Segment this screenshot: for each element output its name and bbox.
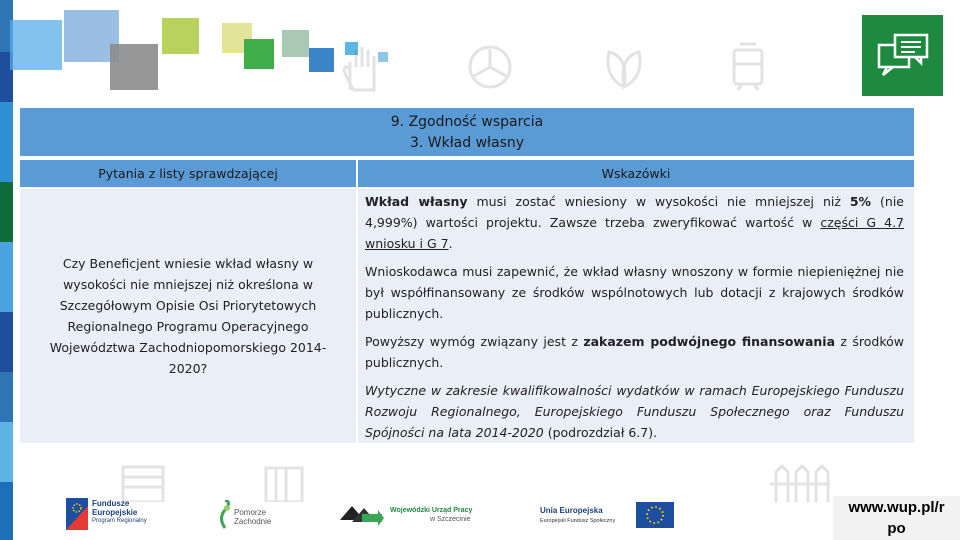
hint-bold: zakazem podwójnego finansowania bbox=[583, 334, 836, 349]
chat-logo bbox=[862, 15, 943, 96]
left-color-strip bbox=[0, 0, 13, 540]
logo-text: Pomorze bbox=[234, 508, 267, 517]
hint-text: (nie 4,999%) wartości projektu. Zawsze trzeba zweryfikować wartość w bbox=[365, 194, 904, 230]
logo-unia-europejska bbox=[540, 502, 676, 532]
logo-text: Wojewódzki Urząd Pracy bbox=[390, 507, 473, 514]
fe-emblem-icon bbox=[66, 498, 88, 530]
logo-text: Fundusze bbox=[92, 499, 130, 508]
hint-paragraph-4 bbox=[365, 380, 904, 443]
leaf-icon bbox=[594, 42, 654, 92]
hint-reference: części G 4.7 wniosku i G 7 bbox=[365, 215, 905, 251]
hint-text: (podrozdział 6.7). bbox=[543, 425, 658, 440]
question-text: Czy Beneficjent wniesie wkład własny w wysokości nie mniejszej niż określona w Szczegółowym Opisie Osi Priorytetowych Regionalnego Programu Operacyjnego Województwa Zachodniopomorskiego 2014-2020? bbox=[49, 256, 327, 376]
hand-icon bbox=[340, 42, 380, 92]
hint-text: musi zostać wniesiony w wysokości nie mniejszej niż bbox=[467, 194, 850, 209]
hint-text: z środków publicznych. bbox=[365, 334, 904, 370]
section-subtitle: 3. Wkład własny bbox=[409, 135, 525, 151]
hint-percent: 5% bbox=[849, 194, 872, 209]
hints-cell bbox=[358, 189, 914, 443]
pz-swirl-icon bbox=[216, 500, 234, 530]
url-line-2: po bbox=[887, 520, 906, 537]
logo-text: w Szczecinie bbox=[430, 516, 471, 523]
logo-text: Zachodnie bbox=[234, 517, 272, 526]
hint-paragraph-3 bbox=[365, 331, 904, 373]
question-cell bbox=[20, 189, 356, 443]
hint-paragraph-2: Wnioskodawca musi zapewnić, że wkład własny wnoszony w formie niepieniężnej nie był współfinansowany ze środków wspólnotowych lub dotacji z krajowych środków publicznych. bbox=[365, 264, 904, 321]
hint-guidelines-title: Wytyczne w zakresie kwalifikowalności wydatków w ramach Europejskiego Funduszu Rozwoju Regionalnego, Europejskiego Funduszu Społecznego oraz Funduszu Spójności na lata 2014-2020 bbox=[365, 383, 904, 440]
recycle-icon bbox=[460, 42, 520, 92]
logo-pomorze-zachodnie bbox=[216, 500, 278, 530]
tram-icon bbox=[728, 42, 768, 92]
logo-text: Program Regionalny bbox=[92, 518, 147, 524]
hint-text: . bbox=[448, 236, 453, 251]
fence-icon bbox=[770, 462, 830, 502]
eu-flag-icon bbox=[636, 502, 674, 528]
column-header-hints: Wskazówki bbox=[358, 160, 914, 187]
logo-fundusze-europejskie bbox=[66, 496, 166, 532]
hint-bold-lead: Wkład własny bbox=[365, 194, 468, 209]
section-title: 9. Zgodność wsparcia bbox=[390, 114, 544, 130]
wup-emblem-icon bbox=[338, 500, 384, 528]
hint-text: Powyższy wymóg związany jest z bbox=[365, 334, 584, 349]
hint-paragraph-1 bbox=[365, 191, 904, 254]
logo-text: Europejskie bbox=[92, 508, 138, 517]
column-header-questions: Pytania z listy sprawdzającej bbox=[20, 160, 356, 187]
chat-icon bbox=[875, 31, 931, 81]
building-icon bbox=[262, 462, 306, 502]
table-title-bar bbox=[20, 108, 914, 156]
logo-text: Europejski Fundusz Społeczny bbox=[540, 518, 616, 524]
logo-text: Unia Europejska bbox=[540, 506, 603, 515]
logo-wup-szczecin bbox=[338, 500, 488, 530]
url-line-1: www.wup.pl/r bbox=[848, 499, 945, 516]
website-url[interactable] bbox=[833, 496, 960, 540]
